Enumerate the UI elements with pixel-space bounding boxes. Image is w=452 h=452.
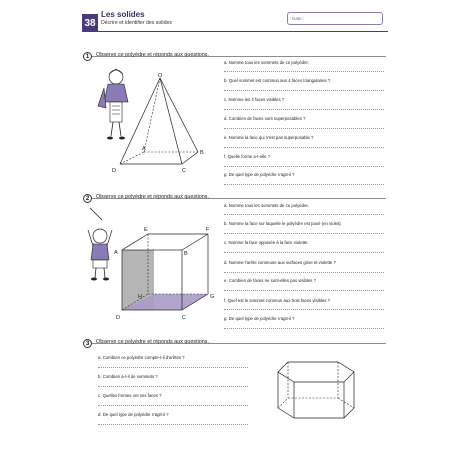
s1-question-d: d. Combien de faces sont superposables ? <box>224 116 306 121</box>
hexagonal-prism-diagram <box>258 354 378 434</box>
s3-answer-line-b[interactable] <box>98 386 248 387</box>
section3-number: 3 <box>83 339 92 348</box>
section2-instruction: Observe ce polyèdre et réponds aux questions. <box>96 194 209 200</box>
s3-question-c: c. Quelles formes ont ses faces ? <box>98 393 162 398</box>
vertex-label-C: C <box>182 168 186 174</box>
s3-question-b: b. Combien a-t-il de sommets ? <box>98 374 158 379</box>
vertex-label-D: D <box>112 168 116 174</box>
s2-question-b: b. Nomme la face sur laquelle le polyèdre est posé (en violet). <box>224 221 342 226</box>
s2-answer-line-e[interactable] <box>224 290 384 291</box>
page-header <box>82 8 388 32</box>
vertex-label-C: C <box>182 315 186 321</box>
s2-answer-line-d[interactable] <box>224 272 384 273</box>
section1-instruction: Observe ce polyèdre et réponds aux questions. <box>96 52 209 58</box>
vertex-label-O: O <box>158 73 163 79</box>
s1-answer-line-a[interactable] <box>224 71 384 72</box>
s3-answer-line-c[interactable] <box>98 405 248 406</box>
s1-question-e: e. Nomme la face qui n'est pas superposable ? <box>224 135 314 140</box>
vertex-label-A: A <box>142 146 146 152</box>
page-title: Les solides <box>101 10 145 19</box>
vertex-label-A: A <box>114 250 118 256</box>
s1-answer-line-b[interactable] <box>224 90 384 91</box>
s2-question-a: a. Nomme tous les sommets de ce polyèdre. <box>224 203 310 208</box>
s1-answer-line-g[interactable] <box>224 184 384 185</box>
date-field[interactable]: Date : <box>287 12 383 25</box>
s1-answer-line-c[interactable] <box>224 109 384 110</box>
s3-question-d: d. De quel type de polyèdre s'agit-il ? <box>98 412 169 417</box>
s2-question-f: f. Quel est le sommet commun aux trois faces visibles ? <box>224 298 331 303</box>
s3-answer-line-d[interactable] <box>98 424 248 425</box>
worksheet-page <box>82 8 388 448</box>
s2-answer-line-a[interactable] <box>224 214 384 215</box>
vertex-label-E: E <box>144 227 148 233</box>
s2-question-d: d. Nomme l'arête commune aux surfaces grise et violette ? <box>224 260 336 265</box>
pyramid-diagram <box>110 74 210 174</box>
s2-question-c: c. Nomme la face opposée à la face violette. <box>224 240 309 245</box>
s1-question-a: a. Nomme tous les sommets de ce polyèdre. <box>224 60 310 65</box>
s2-answer-line-f[interactable] <box>224 309 384 310</box>
header-divider <box>98 31 388 32</box>
s2-answer-line-g[interactable] <box>224 328 384 329</box>
s2-answer-line-c[interactable] <box>224 252 384 253</box>
vertex-label-D: D <box>116 315 120 321</box>
s1-answer-line-e[interactable] <box>224 147 384 148</box>
vertex-label-B: B <box>184 251 188 257</box>
s3-answer-line-a[interactable] <box>98 367 248 368</box>
section3-instruction: Observe ce polyèdre et réponds aux questions. <box>96 339 209 345</box>
s1-answer-line-d[interactable] <box>224 128 384 129</box>
vertex-label-B: B <box>200 150 204 156</box>
s1-question-g: g. De quel type de polyèdre s'agit-il ? <box>224 172 295 177</box>
vertex-label-H: H <box>138 294 142 300</box>
s2-question-g: g. De quel type de polyèdre s'agit-il ? <box>224 316 295 321</box>
lesson-number-badge: 38 <box>82 14 98 32</box>
page-subtitle: Décrire et identifier des solides <box>101 20 172 26</box>
section2-number: 2 <box>83 194 92 203</box>
cuboid-diagram <box>112 222 215 322</box>
s1-question-f: f. Quelle forme a-t-elle ? <box>224 154 271 159</box>
s1-answer-line-f[interactable] <box>224 166 384 167</box>
s2-answer-line-b[interactable] <box>224 233 384 234</box>
vertex-label-F: F <box>206 227 210 233</box>
section1-number: 1 <box>83 52 92 61</box>
s3-question-a: a. Combien ce polyèdre compte-t-il d'arêtes ? <box>98 355 185 360</box>
s1-question-c: c. Nomme les 2 faces visibles ? <box>224 97 285 102</box>
s2-question-e: e. Combien de faces ne sont-elles pas visibles ? <box>224 278 316 283</box>
vertex-label-G: G <box>210 294 215 300</box>
s1-question-b: b. Quel sommet est commun aux 4 faces triangulaires ? <box>224 78 331 83</box>
